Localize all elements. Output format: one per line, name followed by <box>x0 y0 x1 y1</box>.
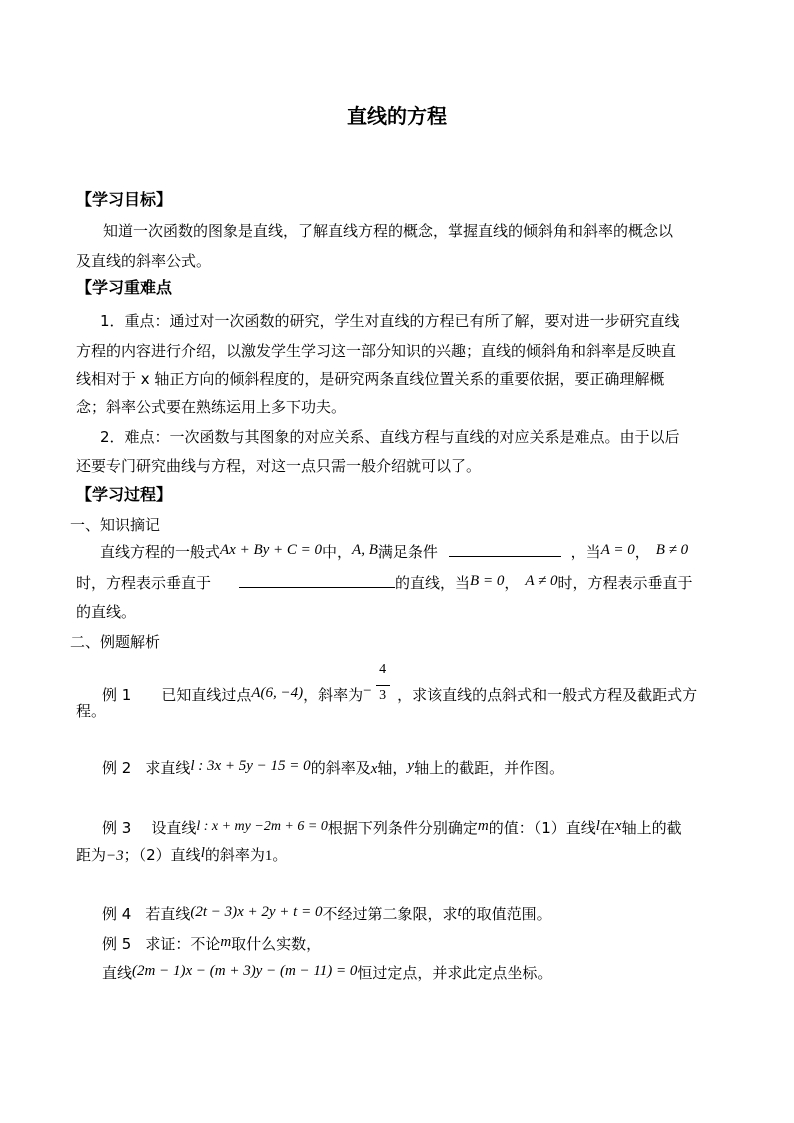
key-point-line: 线相对于 x 轴正方向的倾斜程度的，是研究两条直线位置关系的重要依据，要正确理解概 <box>76 370 665 388</box>
section-title: 二、例题解析 <box>70 633 161 651</box>
key-point-line: 念；斜率公式要在熟练运用上多下功夫。 <box>76 398 347 416</box>
page-title: 直线的方程 <box>347 104 447 128</box>
math-point: A(6, −4) <box>251 685 304 701</box>
math-fraction: − 4 3 <box>363 676 397 700</box>
math-ab: A, B <box>352 542 378 558</box>
process-heading: 【学习过程】 <box>76 485 173 504</box>
math-line-eq: l : x + my −2m + 6 = 0 <box>196 819 328 834</box>
example-2: 例 2 求直线l : 3x + 5y − 15 = 0的斜率及x轴，y轴上的截距，并作图。 <box>102 758 565 777</box>
section-title: 一、知识摘记 <box>70 516 161 534</box>
key-points-heading: 【学习重难点 <box>76 278 173 297</box>
example-1: 例 1 已知直线过点A(6, −4)，斜率为 − 4 3 ，求该直线的点斜式和一般式方程及截距式方 <box>102 662 698 704</box>
math-line-eq: (2t − 3)x + 2y + t = 0 <box>190 904 323 920</box>
key-point-line: 1．重点：通过对一次函数的研究，学生对直线的方程已有所了解，要对进一步研究直线 <box>100 312 680 330</box>
math-line-eq: (2m − 1)x − (m + 3)y − (m − 11) = 0 <box>132 963 358 979</box>
knowledge-line: 的直线。 <box>76 603 137 621</box>
knowledge-line: 时，方程表示垂直于 的直线，当B = 0， A ≠ 0时，方程表示垂直于 <box>76 573 693 592</box>
fill-blank <box>239 572 395 588</box>
difficulty-line: 2．难点：一次函数与其图象的对应关系、直线方程与直线的对应关系是难点。由于以后 <box>100 428 680 446</box>
objectives-text-line: 及直线的斜率公式。 <box>76 252 212 270</box>
example-3-cont: 距为−3；（2）直线l的斜率为1。 <box>76 845 288 864</box>
example-5-cont: 直线(2m − 1)x − (m + 3)y − (m − 11) = 0恒过定点，并求此定点坐标。 <box>102 963 553 982</box>
fill-blank <box>449 541 561 557</box>
objectives-text-line: 知道一次函数的图象是直线，了解直线方程的概念，掌握直线的倾斜角和斜率的概念以 <box>103 222 674 240</box>
example-4: 例 4 若直线(2t − 3)x + 2y + t = 0不经过第二象限，求t的取值范围。 <box>102 904 552 923</box>
example-5: 例 5 求证：不论m取什么实数， <box>102 934 322 953</box>
math-general-form: Ax + By + C = 0 <box>220 542 323 558</box>
knowledge-line: 直线方程的一般式Ax + By + C = 0中，A, B满足条件 ，当A = 0， B ≠ 0 <box>100 542 689 561</box>
objectives-heading: 【学习目标】 <box>76 190 173 209</box>
difficulty-line: 还要专门研究曲线与方程，对这一点只需一般介绍就可以了。 <box>76 457 482 475</box>
example-1-cont: 程。 <box>76 702 107 720</box>
math-line-eq: l : 3x + 5y − 15 = 0 <box>190 758 311 774</box>
key-point-line: 方程的内容进行介绍，以激发学生学习这一部分知识的兴趣；直线的倾斜角和斜率是反映直 <box>76 342 677 360</box>
example-3: 例 3 设直线l : x + my −2m + 6 = 0根据下列条件分别确定m的值：（1）直线l在x轴上的截 <box>102 818 682 837</box>
